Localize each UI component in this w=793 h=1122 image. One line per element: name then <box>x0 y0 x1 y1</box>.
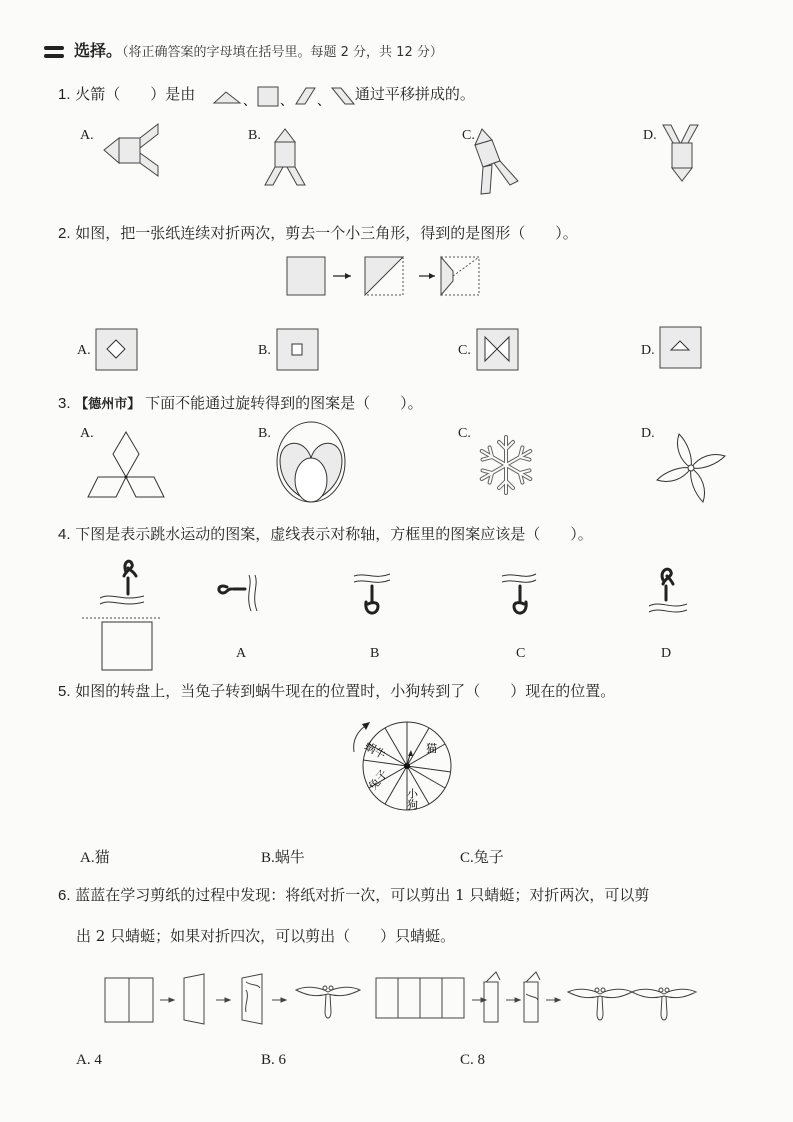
q6-option-c[interactable] <box>460 1052 485 1069</box>
q2-option-d-label[interactable]: D. <box>641 343 655 358</box>
option-text: 猫 <box>94 850 110 866</box>
q3-option-d-label[interactable]: D. <box>641 426 655 441</box>
q5-option-a[interactable] <box>80 846 110 867</box>
dragonfly-cutting-diagram <box>100 972 720 1032</box>
rocket-up-icon[interactable] <box>265 125 325 190</box>
option-label: B. <box>261 850 275 866</box>
square-diamond-hole-icon[interactable] <box>95 328 139 372</box>
option-label: C. <box>460 850 474 866</box>
three-rhombus-icon[interactable] <box>86 430 166 502</box>
q6-option-b[interactable] <box>261 1052 286 1069</box>
question-text-after: 通过平移拼成的。 <box>354 85 475 103</box>
question-number: 2. <box>58 225 71 242</box>
paper-fold-diagram <box>285 255 485 300</box>
question-6-line-1 <box>58 884 649 905</box>
q2-option-b-label[interactable]: B. <box>258 343 271 358</box>
q1-option-c-label[interactable]: C. <box>462 128 475 143</box>
option-text: 蜗牛 <box>274 850 305 866</box>
question-6-line-2 <box>76 925 455 946</box>
diver-reference-figure <box>82 556 162 672</box>
q6-option-a[interactable] <box>76 1052 102 1069</box>
q1-option-d-label[interactable]: D. <box>643 128 657 143</box>
question-number: 3. <box>58 395 71 412</box>
question-text-before: 火箭（ ）是由 <box>75 85 196 103</box>
question-text: 下图是表示跳水运动的图案，虚线表示对称轴，方框里的图案应该是（ ）。 <box>75 525 593 543</box>
question-4 <box>58 523 593 544</box>
option-text: 4 <box>94 1052 102 1068</box>
option-label: A. <box>80 850 95 866</box>
option-text: 兔子 <box>473 850 504 866</box>
square-square-hole-icon[interactable] <box>276 328 320 372</box>
question-text-line-2: 出 2 只蜻蜓；如果对折四次，可以剪出（ ）只蜻蜓。 <box>76 927 456 945</box>
question-number: 4. <box>58 526 71 543</box>
pinwheel-icon[interactable] <box>655 432 727 504</box>
question-text: 下面不能通过旋转得到的图案是（ ）。 <box>145 394 423 412</box>
diver-option-d-icon[interactable] <box>645 566 695 620</box>
q3-option-b-label[interactable]: B. <box>258 426 271 441</box>
rocket-left-icon[interactable] <box>97 120 167 190</box>
q3-option-a-label[interactable]: A. <box>80 426 94 441</box>
wheel-label-snail: 蜗牛 <box>362 739 388 762</box>
q5-option-c[interactable] <box>460 846 504 867</box>
rocket-tilted-icon[interactable] <box>470 125 540 195</box>
q4-option-c-label[interactable]: C <box>516 646 526 661</box>
q2-option-a-label[interactable]: A. <box>77 343 91 358</box>
question-text-line-1: 蓝蓝在学习剪纸的过程中发现：将纸对折一次，可以剪出 1 只蜻蜓；对折两次，可以剪 <box>75 886 650 904</box>
q1-option-a-label[interactable]: A. <box>80 128 94 143</box>
svg-text:、: 、 <box>280 94 294 109</box>
option-text: 8 <box>477 1052 486 1068</box>
q4-option-d-label[interactable]: D <box>661 646 672 661</box>
wheel-label-rabbit: 兔子 <box>366 767 391 793</box>
snowflake-icon[interactable] <box>476 432 536 498</box>
question-3 <box>58 392 423 413</box>
wheel-label-dog: 小狗 <box>405 788 419 810</box>
turntable-diagram <box>342 716 472 816</box>
q1-shapes-icon <box>212 86 372 108</box>
wheel-label-cat: 猫 <box>426 742 437 755</box>
question-number: 1. <box>58 86 71 103</box>
svg-text:、: 、 <box>317 94 331 109</box>
question-text: 如图的转盘上，当兔子转到蜗牛现在的位置时，小狗转到了（ ）现在的位置。 <box>75 682 616 700</box>
square-triangle-hole-icon[interactable] <box>659 326 703 370</box>
q4-option-b-label[interactable]: B <box>370 646 380 661</box>
region-tag: 【德州市】 <box>75 397 141 412</box>
question-number: 6. <box>58 887 71 904</box>
question-2 <box>58 222 578 243</box>
diver-option-b-icon[interactable] <box>350 572 400 622</box>
q1-option-b-label[interactable]: B. <box>248 128 261 143</box>
circle-hearts-icon[interactable] <box>275 420 347 504</box>
svg-text:、: 、 <box>243 94 257 109</box>
diver-option-a-icon[interactable] <box>215 575 265 615</box>
question-number: 5. <box>58 683 71 700</box>
q4-option-a-label[interactable]: A <box>236 646 247 661</box>
square-bowtie-hole-icon[interactable] <box>476 328 520 372</box>
q5-option-b[interactable] <box>261 846 305 867</box>
section-heading <box>44 38 443 61</box>
q3-option-c-label[interactable]: C. <box>458 426 471 441</box>
section-title: 选择。 <box>74 43 123 60</box>
diver-option-c-icon[interactable] <box>500 572 550 622</box>
rocket-down-icon[interactable] <box>660 125 720 195</box>
section-number-mark <box>44 54 64 58</box>
option-text: 6 <box>278 1052 287 1068</box>
option-label: C. <box>460 1052 474 1068</box>
question-5 <box>58 680 615 701</box>
option-label: B. <box>261 1052 275 1068</box>
section-note: （将正确答案的字母填在括号里。每题 2 分，共 12 分） <box>122 45 443 60</box>
question-text: 如图，把一张纸连续对折两次，剪去一个小三角形，得到的是图形（ ）。 <box>75 224 578 242</box>
q2-option-c-label[interactable]: C. <box>458 343 471 358</box>
option-label: A. <box>76 1052 91 1068</box>
